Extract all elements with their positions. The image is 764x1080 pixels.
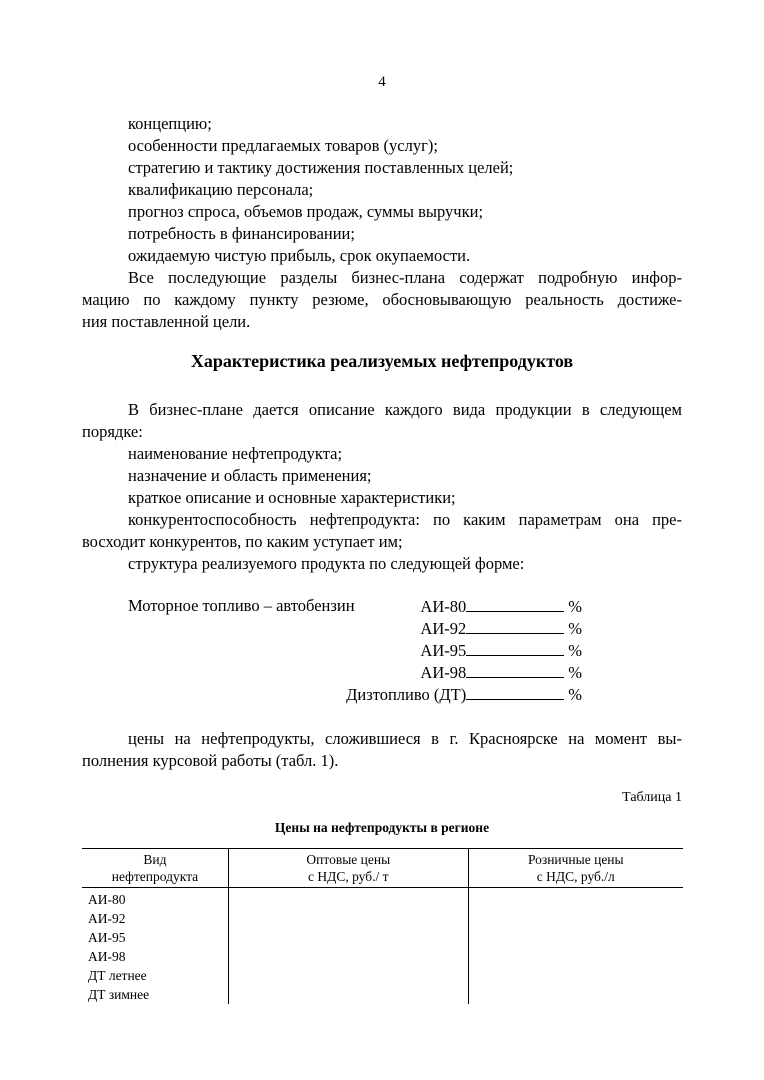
summary-item: квалификацию персонала; (128, 180, 314, 199)
paragraph-line: ния поставленной цели. (82, 312, 251, 331)
fuel-name: АИ-95 (420, 641, 467, 660)
wholesale-cell (228, 928, 468, 947)
percent-sign: % (568, 619, 582, 638)
summary-item: потребность в финансировании; (128, 224, 355, 243)
table-row (82, 985, 683, 1004)
header-line: с НДС, руб./ т (308, 869, 389, 884)
percent-sign: % (568, 663, 582, 682)
summary-item: ожидаемую чистую прибыль, срок окупаемости. (128, 246, 471, 265)
percent-sign: % (568, 597, 582, 616)
paragraph-line: порядке: (82, 422, 143, 441)
percent-sign: % (568, 641, 582, 660)
table-title: Цены на нефтепродукты в регионе (274, 820, 490, 835)
fill-in-blank (466, 661, 564, 678)
fuel-name: АИ-80 (420, 597, 467, 616)
fill-in-blank (466, 683, 564, 700)
summary-item: концепцию; (128, 114, 212, 133)
fill-in-blank (466, 595, 564, 612)
summary-item: прогноз спроса, объемов продаж, суммы выручки; (128, 202, 484, 221)
percent-sign: % (568, 685, 582, 704)
header-line: нефтепродукта (111, 869, 199, 884)
order-item: наименование нефтепродукта; (128, 444, 343, 463)
fuel-form-row (300, 595, 582, 617)
table-row (82, 928, 683, 947)
fuel-name: АИ-92 (420, 619, 467, 638)
header-line: с НДС, руб./л (536, 869, 615, 884)
header-line: Розничные цены (527, 852, 624, 867)
product-cell: АИ-95 (88, 930, 126, 945)
product-cell: АИ-92 (88, 911, 126, 926)
header-line: Оптовые цены (306, 852, 391, 867)
summary-item: особенности предлагаемых товаров (услуг); (128, 136, 438, 155)
wholesale-cell (228, 966, 468, 985)
retail-cell (468, 966, 683, 985)
product-cell: ДТ зимнее (88, 987, 150, 1002)
page-number: 4 (378, 74, 386, 90)
order-item: структура реализуемого продукта по следующей форме: (128, 554, 525, 573)
header-retail-price (468, 849, 683, 888)
order-item: назначение и область применения; (128, 466, 372, 485)
paragraph-line: цены на нефтепродукты, сложившиеся в г. Красноярске на момент вы- (128, 729, 682, 748)
table-row (82, 947, 683, 966)
product-cell: АИ-80 (88, 892, 126, 907)
fuel-form-row (300, 639, 582, 661)
fill-in-blank (466, 639, 564, 656)
order-item: краткое описание и основные характеристики; (128, 488, 456, 507)
header-wholesale-price (228, 849, 468, 888)
retail-cell (468, 947, 683, 966)
table-row (82, 966, 683, 985)
wholesale-cell (228, 985, 468, 1004)
section-heading: Характеристика реализуемых нефтепродуктов (190, 351, 574, 371)
fuel-form-row (300, 617, 582, 639)
table-row (82, 888, 683, 910)
summary-item: стратегию и тактику достижения поставленных целей; (128, 158, 514, 177)
fuel-group-label: Моторное топливо – автобензин (128, 596, 355, 615)
header-line: Вид (143, 852, 167, 867)
table-number: Таблица 1 (622, 790, 682, 805)
wholesale-cell (228, 909, 468, 928)
retail-cell (468, 928, 683, 947)
paragraph-line: В бизнес-плане дается описание каждого вида продукции в следующем (128, 400, 682, 419)
wholesale-cell (228, 947, 468, 966)
header-product-type (82, 849, 228, 888)
paragraph-line: Все последующие разделы бизнес-плана содержат подробную инфор- (128, 268, 682, 287)
wholesale-cell (228, 888, 468, 910)
retail-cell (468, 909, 683, 928)
product-cell: АИ-98 (88, 949, 126, 964)
retail-cell (468, 985, 683, 1004)
fuel-form-row (300, 683, 582, 705)
fuel-name: АИ-98 (420, 663, 467, 682)
fuel-form-row (300, 661, 582, 683)
table-header-row (82, 849, 683, 888)
product-cell: ДТ летнее (88, 968, 147, 983)
table-row (82, 909, 683, 928)
prices-table (82, 848, 683, 1004)
paragraph-line: полнения курсовой работы (табл. 1). (82, 751, 339, 770)
paragraph-line: мацию по каждому пункту резюме, обосновывающую реальность достиже- (82, 290, 682, 309)
fuel-name: Дизтопливо (ДТ) (346, 685, 467, 704)
fill-in-blank (466, 617, 564, 634)
order-item: конкурентоспособность нефтепродукта: по каким параметрам она пре- (128, 510, 682, 529)
order-item: восходит конкурентов, по каким уступает им; (82, 532, 403, 551)
retail-cell (468, 888, 683, 910)
